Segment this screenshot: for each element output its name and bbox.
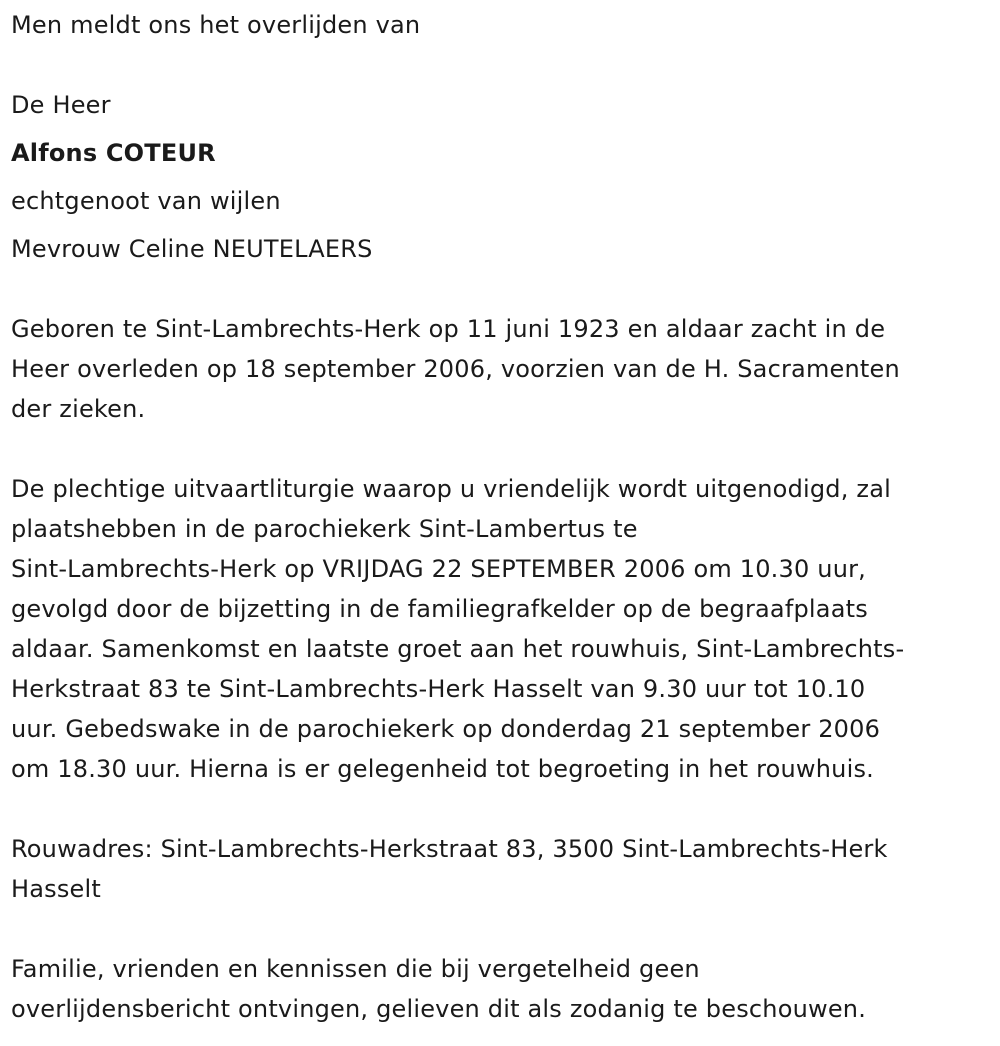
spouse-name: Mevrouw Celine NEUTELAERS: [11, 235, 373, 263]
paragraph-line: Rouwadres: Sint-Lambrechts-Herkstraat 83, 3500 Sint-Lambrechts-Herk: [11, 835, 888, 863]
relation-text: echtgenoot van wijlen: [11, 187, 281, 215]
paragraph-line: De plechtige uitvaartliturgie waarop u vriendelijk wordt uitgenodigd, zal: [11, 475, 891, 503]
paragraph-line: plaatshebben in de parochiekerk Sint-Lambertus te: [11, 515, 638, 543]
paragraph-line: Geboren te Sint-Lambrechts-Herk op 11 juni 1923 en aldaar zacht in de: [11, 315, 886, 343]
paragraph-line: Hasselt: [11, 875, 102, 903]
paragraph-line: Herkstraat 83 te Sint-Lambrechts-Herk Hasselt van 9.30 uur tot 10.10: [11, 675, 866, 703]
deceased-name: Alfons COTEUR: [11, 139, 216, 167]
paragraph-line: Heer overleden op 18 september 2006, voorzien van de H. Sacramenten: [11, 355, 900, 383]
paragraph-line: overlijdensbericht ontvingen, gelieven dit als zodanig te beschouwen.: [11, 995, 867, 1023]
paragraph-line: uur. Gebedswake in de parochiekerk op donderdag 21 september 2006: [11, 715, 881, 743]
paragraph-line: Sint-Lambrechts-Herk op VRIJDAG 22 SEPTEMBER 2006 om 10.30 uur,: [11, 555, 867, 583]
paragraph-line: aldaar. Samenkomst en laatste groet aan het rouwhuis, Sint-Lambrechts-: [11, 635, 905, 663]
salutation: De Heer: [11, 91, 111, 119]
paragraph-line: om 18.30 uur. Hierna is er gelegenheid tot begroeting in het rouwhuis.: [11, 755, 874, 783]
paragraph-line: der zieken.: [11, 395, 146, 423]
paragraph-line: gevolgd door de bijzetting in de familiegrafkelder op de begraafplaats: [11, 595, 868, 623]
intro-text: Men meldt ons het overlijden van: [11, 11, 421, 39]
paragraph-line: Familie, vrienden en kennissen die bij vergetelheid geen: [11, 955, 700, 983]
